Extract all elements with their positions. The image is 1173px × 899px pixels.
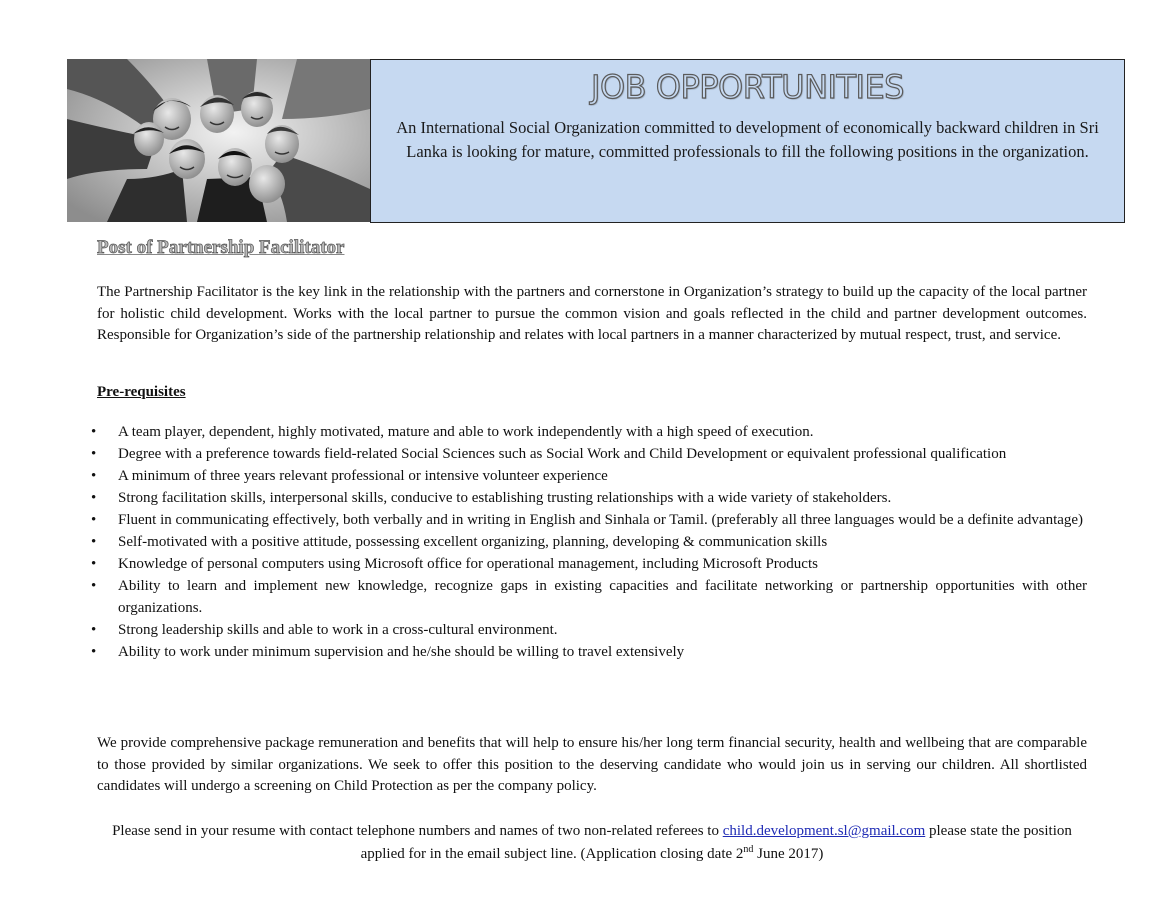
- prerequisites-heading: Pre-requisites: [97, 384, 186, 400]
- banner-title: JOB OPPORTUNITIES: [591, 68, 904, 106]
- job-opportunities-banner: [370, 59, 1125, 223]
- application-text-before: Please send in your resume with contact telephone numbers and names of two non-related referees to: [112, 823, 723, 839]
- benefits-paragraph: We provide comprehensive package remuneration and benefits that will help to ensure his/her long term financial security, health and wellbeing that are comparable to those provided by similar organizations. We seek to offer this position to the deserving candidate who would join us in serving our children. All shortlisted candidates will undergo a screening on Child Protection as per the company policy.: [97, 735, 1087, 794]
- list-item: • Ability to work under minimum supervision and he/she should be willing to travel extensively: [118, 641, 1087, 663]
- list-item: • Self-motivated with a positive attitude, possessing excellent organizing, planning, developing & communication skills: [118, 531, 1087, 553]
- post-title: Post of Partnership Facilitator: [97, 237, 345, 258]
- closing-date-rest: June 2017): [753, 845, 824, 862]
- children-circle-photo: [67, 59, 370, 222]
- application-text-after: please state the position applied for in the email subject line. (Application closing date 2: [360, 823, 1072, 862]
- list-item: • Ability to learn and implement new knowledge, recognize gaps in existing capacities and facilitate networking or partnership opportunities with other organizations.: [118, 575, 1087, 619]
- date-suffix: nd: [743, 843, 754, 855]
- list-item: • Strong facilitation skills, interpersonal skills, conducive to establishing trusting relationships with a wide variety of stakeholders.: [118, 487, 1087, 509]
- prerequisites-list: [118, 421, 1087, 663]
- list-item: • A minimum of three years relevant professional or intensive volunteer experience: [118, 465, 1087, 487]
- banner-description: An International Social Organization committed to development of economically backward children in Sri Lanka is looking for mature, committed professionals to fill the following positions in the organization.: [396, 118, 1099, 161]
- list-item: • Degree with a preference towards field-related Social Sciences such as Social Work and Child Development or equivalent professional qualification: [118, 443, 1087, 465]
- list-item: • A team player, dependent, highly motivated, mature and able to work independently with a high speed of execution.: [118, 421, 1087, 443]
- list-item: • Fluent in communicating effectively, both verbally and in writing in English and Sinhala or Tamil. (preferably all three languages would be a definite advantage): [118, 509, 1087, 531]
- list-item: • Knowledge of personal computers using Microsoft office for operational management, including Microsoft Products: [118, 553, 1087, 575]
- post-description: The Partnership Facilitator is the key link in the relationship with the partners and cornerstone in Organization’s strategy to build up the capacity of the local partner for holistic child development. Works with the local partner to pursue the common vision and goals reflected in the child and partner development outcomes. Responsible for Organization’s side of the partnership relationship and relates with local partners in a manner characterized by mutual respect, trust, and service.: [97, 284, 1087, 343]
- application-instructions: [97, 820, 1087, 865]
- list-item: • Strong leadership skills and able to work in a cross-cultural environment.: [118, 619, 1087, 641]
- email-link[interactable]: child.development.sl@gmail.com: [722, 823, 926, 839]
